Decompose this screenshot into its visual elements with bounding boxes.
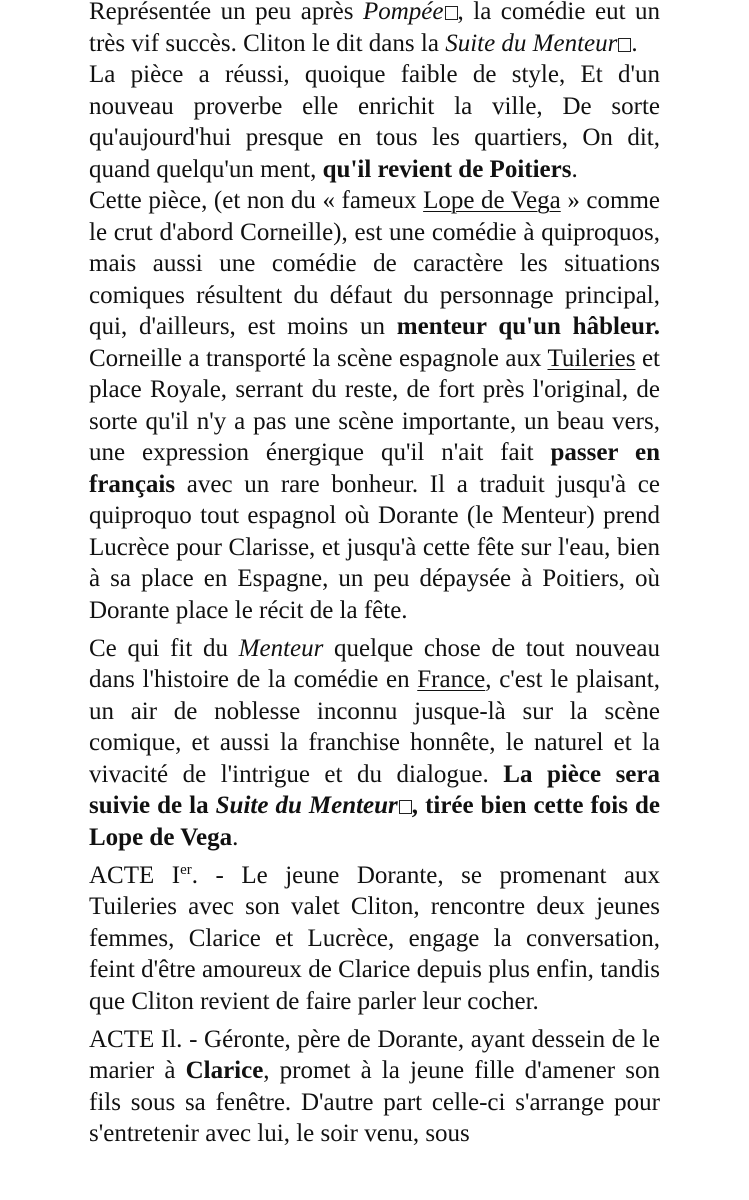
missing-glyph-icon [399, 800, 412, 814]
text-run: , la comédie eut un très vif succès. Cliton le dit dans la [89, 0, 661, 57]
paragraph-intro [89, 0, 660, 59]
text-run: » comme le crut d'abord Corneille), est une comédie à quiproquos, mais aussi une comédie de caractère les situations comiques résultent du défaut du personnage principal, qui, d'ailleurs, est moins un [89, 187, 660, 340]
link-tuileries[interactable]: Tuileries [547, 344, 636, 372]
emphasis-poitiers: qu'il revient de Poitiers [322, 155, 572, 183]
text-run: et place Royale, serrant du reste, de fort près l'original, de sorte qu'il n'y a pas une scène importante, un beau vers, une expression énergique qu'il n'ait fait [89, 344, 660, 466]
emphasis-hableur: menteur qu'un hâbleur. [396, 313, 660, 340]
text-run: avec un rare bonheur. Il a traduit jusqu'à ce quiproquo tout espagnol où Dorante (le Menteur) prend Lucrèce pour Clarisse, et jusqu'à cette fête sur l'eau, bien à sa place en Espagne, un peu dépaysée à Poitiers, où Dorante place le récit de la fête. [89, 470, 660, 624]
title-suite-du-menteur: Suite du Menteur [215, 792, 398, 819]
text-run: Cette pièce, (et non du « fameux [89, 187, 424, 214]
text-run: . [631, 29, 638, 57]
text-run: , tirée bien cette fois de Lope de Vega [89, 792, 660, 851]
paragraph-novelty [89, 633, 660, 854]
text-run: Représentée un peu après [89, 0, 363, 25]
link-france[interactable]: France [417, 666, 486, 693]
text-run: . - Le jeune Dorante, se promenant aux Tuileries avec son valet Cliton, rencontre deux jeunes femmes, Clarice et Lucrèce, engage la conversation, feint d'être amoureux de Clarice depuis plus enfin, tandis que Cliton revient de faire parler leur cocher. [89, 861, 660, 1015]
text-run: quelque chose de tout nouveau dans l'histoire de la comédie en [89, 634, 660, 693]
text-run: ACTE Il. - Géronte, père de Dorante, ayant dessein de le marier à [89, 1025, 660, 1084]
paragraph-acte-1 [89, 860, 660, 1018]
text-run: . [571, 155, 578, 183]
text-run: . [232, 823, 239, 851]
text-run: La pièce a réussi, quoique faible de style, Et d'un nouveau proverbe elle enrichit la ville, De sorte qu'aujourd'hui presque en tous les quartiers, On dit, quand quelqu'un ment, [89, 61, 660, 183]
text-run: Ce qui fit du [89, 634, 239, 662]
title-menteur: Menteur [238, 634, 324, 662]
title-suite-du-menteur: Suite du Menteur [445, 29, 618, 57]
emphasis-clarice: Clarice [185, 1057, 264, 1084]
missing-glyph-icon [445, 6, 458, 20]
text-run: Corneille a transporté la scène espagnole aux [89, 344, 548, 372]
text-run: , promet à la jeune fille d'amener son fils sous sa fenêtre. D'autre part celle-ci s'arrange pour s'entretenir avec lui, le soir venu, sous [89, 1057, 660, 1147]
ordinal-superscript: er [180, 861, 192, 878]
act-heading: ACTE I [89, 861, 181, 889]
title-pompee: Pompée [362, 0, 444, 25]
link-lope-de-vega[interactable]: Lope de Vega [423, 187, 561, 214]
document-page [89, 0, 660, 1150]
emphasis-passer-en-francais: passer en français [89, 439, 660, 498]
paragraph-acte-2 [89, 1024, 660, 1150]
paragraph-quote [89, 59, 660, 185]
paragraph-analysis [89, 185, 660, 626]
missing-glyph-icon [618, 38, 631, 52]
text-run: La pièce sera suivie de la [89, 760, 661, 819]
text-run: , c'est le plaisant, un air de noblesse inconnu jusque-là sur la scène comique, et aussi la franchise honnête, le naturel et la vivacité de l'intrigue et du dialogue. [89, 666, 660, 788]
